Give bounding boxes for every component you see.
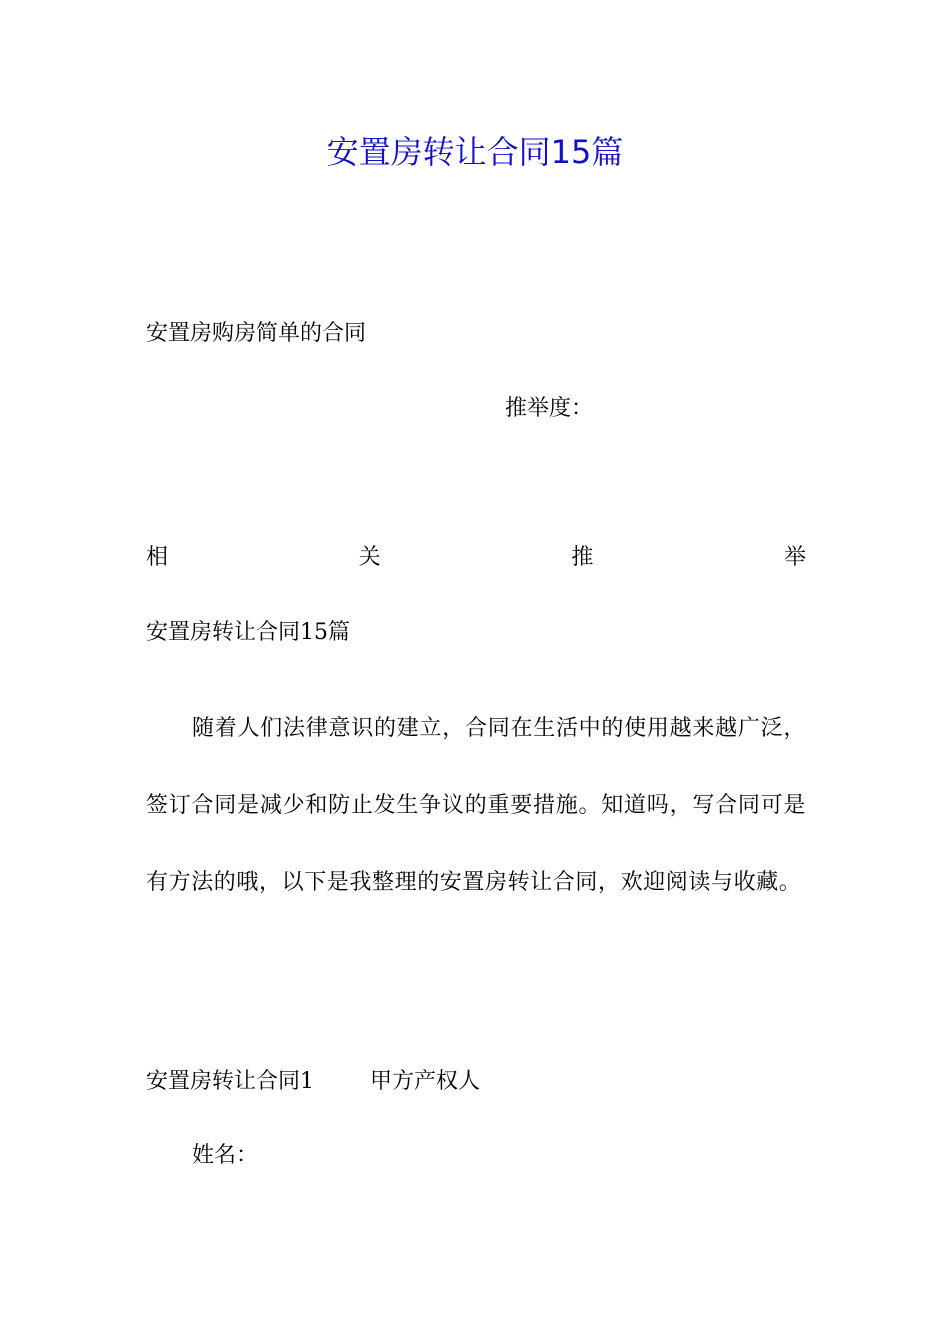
related-heading — [146, 542, 806, 574]
related-link-title: 安置房转让合同15篇 — [146, 620, 350, 645]
contract-heading — [146, 1066, 480, 1098]
intro-paragraph: 随着人们法律意识的建立，合同在生活中的使用越来越广泛，签订合同是减少和防止发生争议的重要措施。知道吗，写合同可是有方法的哦，以下是我整理的安置房转让合同，欢迎阅读与收藏。 — [146, 716, 806, 895]
rating-label: 推举度： — [505, 396, 594, 421]
name-field-label: 姓名： — [192, 1143, 259, 1168]
related-char: 举 — [783, 545, 806, 570]
related-char: 相 — [146, 545, 169, 570]
contract-heading-text: 安置房转让合同1 — [146, 1069, 314, 1094]
document-title: 安置房转让合同15篇 — [326, 133, 624, 171]
document-subtitle: 安置房购房简单的合同 — [146, 321, 367, 346]
party-a-label: 甲方产权人 — [370, 1069, 481, 1094]
related-char: 推 — [571, 545, 594, 570]
related-char: 关 — [358, 545, 381, 570]
